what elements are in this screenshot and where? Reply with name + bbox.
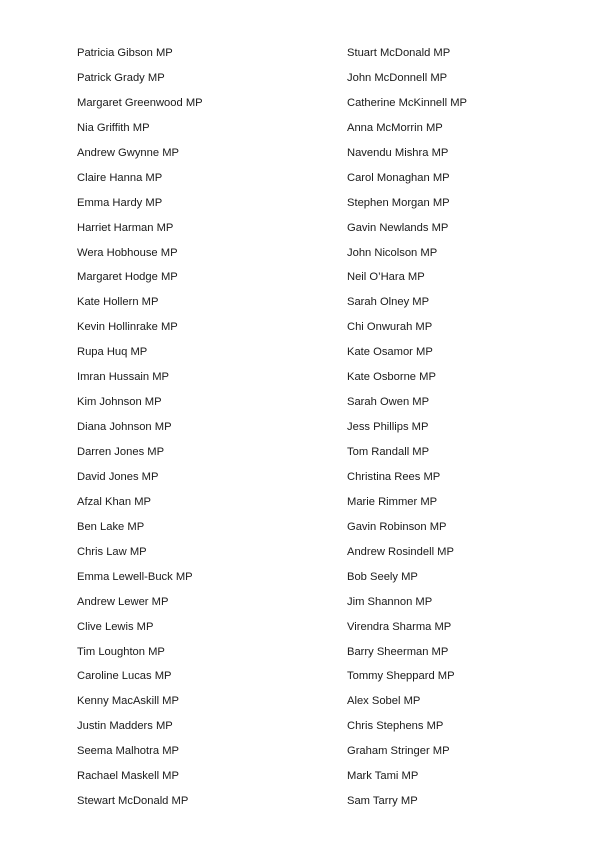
signatory-name: Christina Rees MP: [347, 470, 441, 483]
signatory-name: Tom Randall MP: [347, 446, 430, 458]
signatory-name: John Nicolson MP: [347, 246, 438, 259]
signatory-name: Chris Law MP: [77, 545, 147, 558]
signatory-name: Andrew Lewer MP: [77, 595, 169, 608]
signatory-name: Mark Tami MP: [347, 770, 419, 783]
signatory-name: Kate Osborne MP: [347, 371, 436, 384]
signatory-name: Nia Griffith MP: [77, 121, 150, 134]
signatory-name: Afzal Khan MP: [77, 495, 151, 508]
signatory-name: Caroline Lucas MP: [77, 670, 172, 683]
signatory-name: Sarah Owen MP: [347, 396, 430, 409]
signatory-name: Margaret Hodge MP: [77, 271, 178, 284]
signatory-name: Carol Monaghan MP: [347, 171, 450, 184]
signatory-name: Harriet Harman MP: [77, 221, 174, 234]
signatory-name: Diana Johnson MP: [77, 421, 172, 434]
signatory-name: Ben Lake MP: [77, 520, 145, 533]
signatory-name: Wera Hobhouse MP: [77, 246, 178, 259]
signatory-name: Chris Stephens MP: [347, 720, 444, 733]
signatory-name: Graham Stringer MP: [347, 745, 450, 758]
signatory-name: Stephen Morgan MP: [347, 196, 450, 209]
signatory-name: Darren Jones MP: [77, 446, 165, 458]
signatory-name: Clive Lewis MP: [77, 620, 154, 633]
signatory-name: Andrew Gwynne MP: [77, 146, 179, 159]
signatory-name: Jess Phillips MP: [347, 421, 429, 434]
signatory-name: Navendu Mishra MP: [347, 146, 449, 159]
signatory-name: Catherine McKinnell MP: [347, 96, 468, 109]
signatory-name: Patricia Gibson MP: [77, 47, 173, 59]
signatory-name: Neil O’Hara MP: [347, 271, 425, 284]
signatory-name: Rachael Maskell MP: [77, 770, 179, 783]
signatory-name: Imran Hussain MP: [77, 371, 170, 384]
signatory-name: Patrick Grady MP: [77, 71, 165, 84]
signatory-name: Stuart McDonald MP: [347, 47, 451, 59]
signatory-name: Margaret Greenwood MP: [77, 96, 203, 109]
signatory-name: David Jones MP: [77, 470, 159, 483]
signatory-name: Emma Hardy MP: [77, 196, 163, 209]
signatory-name: Virendra Sharma MP: [347, 620, 452, 633]
signatory-name: Jim Shannon MP: [347, 595, 433, 608]
signatory-name: Kenny MacAskill MP: [77, 695, 179, 708]
signatory-name: Marie Rimmer MP: [347, 495, 438, 508]
signatory-name: Chi Onwurah MP: [347, 321, 433, 334]
signatory-name: Gavin Robinson MP: [347, 520, 447, 533]
signatory-name: Claire Hanna MP: [77, 171, 163, 184]
signatory-name: Rupa Huq MP: [77, 346, 148, 359]
signatory-name: Gavin Newlands MP: [347, 221, 449, 234]
signatory-name: Tim Loughton MP: [77, 645, 165, 658]
signatory-list-left: [77, 44, 203, 817]
signatory-name: Alex Sobel MP: [347, 695, 421, 708]
signatory-name: Sarah Olney MP: [347, 296, 430, 309]
signatory-name: Andrew Rosindell MP: [347, 545, 454, 558]
signatory-name: Kate Osamor MP: [347, 346, 433, 359]
signatory-name: Justin Madders MP: [77, 720, 173, 733]
signatory-name: Kate Hollern MP: [77, 296, 159, 309]
signatory-name: Anna McMorrin MP: [347, 121, 443, 134]
signatory-name: Stewart McDonald MP: [77, 795, 189, 808]
signatory-name: Kevin Hollinrake MP: [77, 321, 178, 334]
signatory-name: Tommy Sheppard MP: [347, 670, 455, 683]
signatory-list-right: [347, 44, 467, 817]
signatory-name: Bob Seely MP: [347, 570, 418, 583]
signatory-name: Barry Sheerman MP: [347, 645, 449, 658]
signatory-name: Emma Lewell-Buck MP: [77, 570, 193, 583]
signatory-name: John McDonnell MP: [347, 71, 448, 84]
signatory-name: Seema Malhotra MP: [77, 745, 179, 758]
signatory-name: Sam Tarry MP: [347, 795, 418, 808]
signatory-name: Kim Johnson MP: [77, 396, 162, 409]
